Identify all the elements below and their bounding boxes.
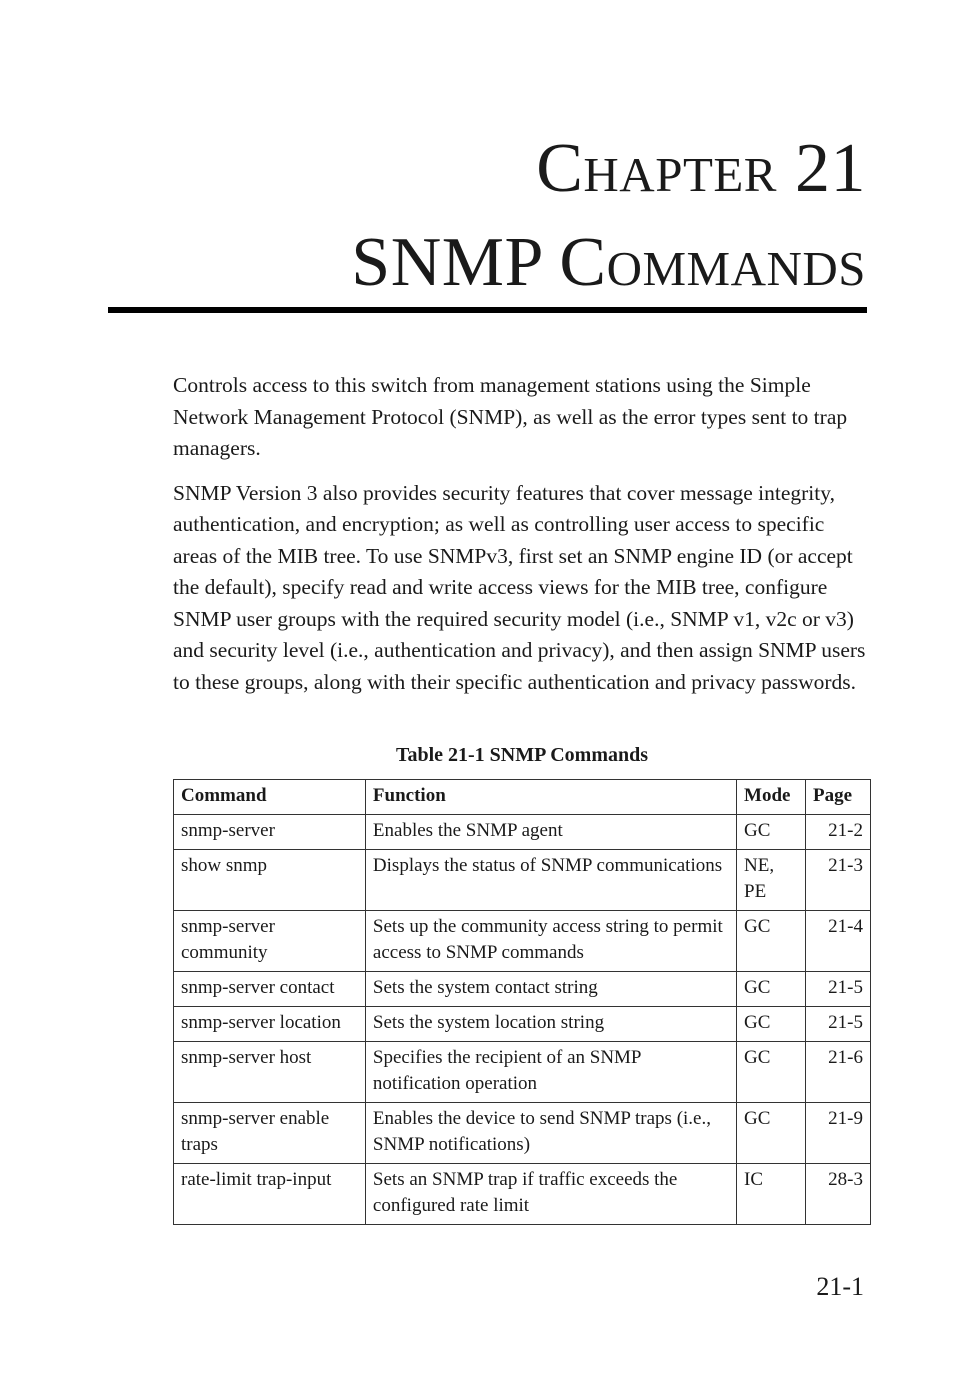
command-cell: snmp-server host [174,1042,366,1103]
intro-paragraph: Controls access to this switch from management stations using the Simple Network Management Protocol (SNMP), as well as the error types sent to trap managers. [173,373,848,460]
page-number: 21-1 [816,1272,864,1301]
table-row [174,1164,871,1225]
function-cell: Sets the system location string [365,1007,736,1042]
page-cell: 28-3 [806,1164,871,1225]
table-row [174,911,871,972]
snmpv3-paragraph: SNMP Version 3 also provides security features that cover message integrity, authentication, and encryption; as well as controlling user access to specific areas of the MIB tree. To use SNMPv3, first set an SNMP engine ID (or accept the default), specify read and write access views for the MIB tree, configure SNMP user groups with the required security model (i.e., SNMP v1, v2c or v3) and security level (i.e., authentication and privacy), and then assign SNMP users to these groups, along with their specific authentication and privacy passwords. [173,480,866,694]
function-cell: Sets an SNMP trap if traffic exceeds the configured rate limit [365,1164,736,1225]
mode-cell: GC [737,972,806,1007]
page-cell: 21-4 [806,911,871,972]
mode-cell: GC [737,911,806,972]
mode-cell: GC [737,815,806,850]
command-cell: snmp-server contact [174,972,366,1007]
table-header-row [174,780,871,815]
page-cell: 21-9 [806,1103,871,1164]
table-row [174,1007,871,1042]
header-command: Command [174,780,366,815]
page-cell: 21-6 [806,1042,871,1103]
header-mode: Mode [737,780,806,815]
function-cell: Specifies the recipient of an SNMP notification operation [365,1042,736,1103]
function-cell: Sets up the community access string to permit access to SNMP commands [365,911,736,972]
command-cell: snmp-server community [174,911,366,972]
mode-cell: GC [737,1042,806,1103]
mode-cell: NE, PE [737,850,806,911]
function-cell: Displays the status of SNMP communications [365,850,736,911]
page-cell: 21-3 [806,850,871,911]
chapter-title-line: SNMP Commands [351,224,866,301]
table-row [174,815,871,850]
page-cell: 21-5 [806,972,871,1007]
command-cell: show snmp [174,850,366,911]
function-cell: Sets the system contact string [365,972,736,1007]
function-cell: Enables the SNMP agent [365,815,736,850]
chapter-heading [351,122,866,310]
page-cell: 21-5 [806,1007,871,1042]
table-row [174,1042,871,1103]
mode-cell: GC [737,1007,806,1042]
table-caption: Table 21-1 SNMP Commands [395,744,649,766]
snmp-commands-table [173,779,871,1225]
table-row [174,850,871,911]
header-function: Function [365,780,736,815]
mode-cell: IC [737,1164,806,1225]
intro-text [173,370,868,711]
chapter-divider-rule [108,307,867,313]
command-cell: snmp-server enable traps [174,1103,366,1164]
table-row [174,1103,871,1164]
chapter-number-line: Chapter 21 [536,130,866,207]
command-cell: snmp-server location [174,1007,366,1042]
table-row [174,972,871,1007]
function-cell: Enables the device to send SNMP traps (i.e., SNMP notifications) [365,1103,736,1164]
page-cell: 21-2 [806,815,871,850]
header-page: Page [806,780,871,815]
command-cell: snmp-server [174,815,366,850]
command-cell: rate-limit trap-input [174,1164,366,1225]
mode-cell: GC [737,1103,806,1164]
